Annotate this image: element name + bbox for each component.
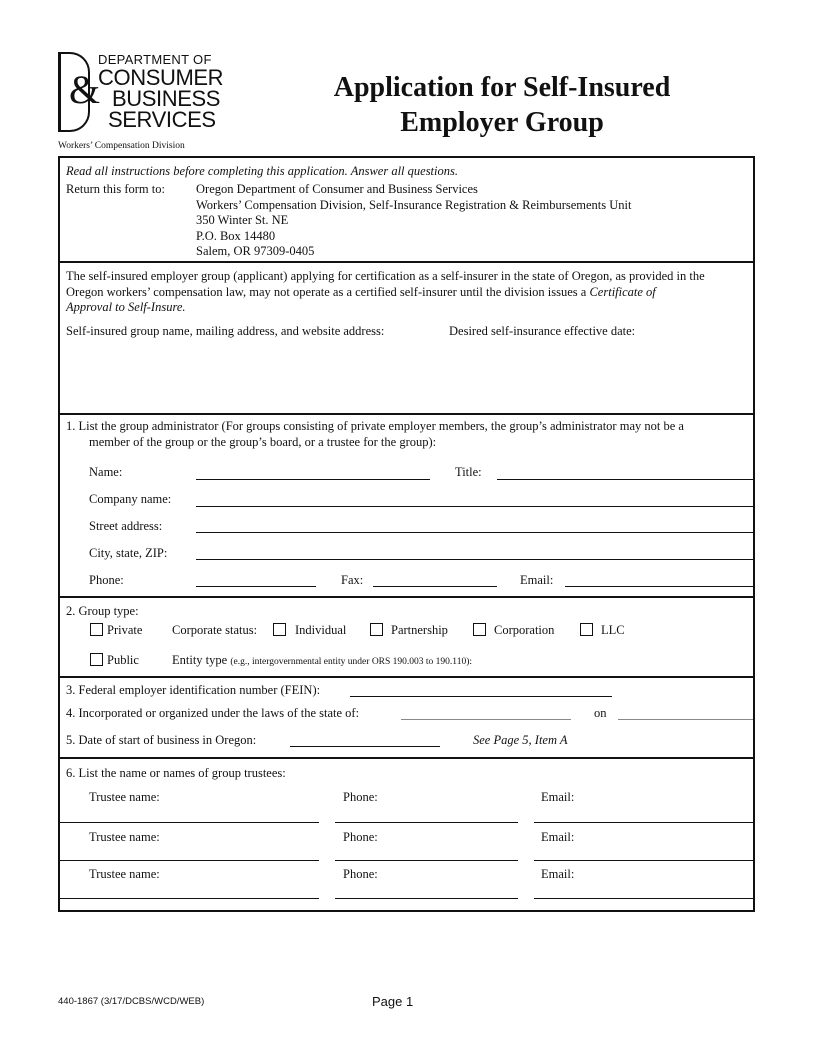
address-line-4: P.O. Box 14480 xyxy=(196,229,276,243)
trustee-2-phone-label: Phone: xyxy=(343,830,378,844)
private-checkbox[interactable] xyxy=(90,623,103,636)
start-date-field[interactable] xyxy=(290,746,440,747)
trustee-1-name-label: Trustee name: xyxy=(89,790,160,804)
group-name-label: Self-insured group name, mailing address, and website address: xyxy=(66,324,385,338)
corporate-status-label: Corporate status: xyxy=(172,623,258,637)
title-line-2: Employer Group xyxy=(400,107,604,138)
company-name-field[interactable] xyxy=(196,506,753,507)
address-line-2: Workers’ Compensation Division, Self-Insurance Registration & Reimbursements Unit xyxy=(196,198,632,212)
agency-logo xyxy=(58,52,222,136)
trustee-3-email-label: Email: xyxy=(541,867,575,881)
trustee-2-phone-field[interactable] xyxy=(335,860,518,861)
incorporated-on-label: on xyxy=(594,706,607,720)
logo-line-4: SERVICES xyxy=(108,107,216,132)
trustee-3-email-field[interactable] xyxy=(534,898,754,899)
group-type-label: 2. Group type: xyxy=(66,604,139,618)
trustee-1-phone-label: Phone: xyxy=(343,790,378,804)
trustee-1-phone-field[interactable] xyxy=(335,822,518,823)
return-label: Return this form to: xyxy=(66,182,165,196)
trustee-3-phone-field[interactable] xyxy=(335,898,518,899)
incorporated-state-label: 4. Incorporated or organized under the laws of the state of: xyxy=(66,706,360,720)
page-number: Page 1 xyxy=(372,994,414,1009)
partnership-checkbox[interactable] xyxy=(370,623,383,636)
incorporated-state-field[interactable] xyxy=(401,719,571,720)
division-name: Workers’ Compensation Division xyxy=(58,141,185,151)
trustee-3-name-field[interactable] xyxy=(59,898,319,899)
incorporated-date-field[interactable] xyxy=(618,719,753,720)
admin-fax-label: Fax: xyxy=(341,573,364,587)
public-checkbox[interactable] xyxy=(90,653,103,666)
trustee-3-phone-label: Phone: xyxy=(343,867,378,881)
street-address-field[interactable] xyxy=(196,532,753,533)
admin-fax-field[interactable] xyxy=(373,586,497,587)
section-divider xyxy=(58,757,755,759)
instructions-note: Read all instructions before completing this application. Answer all questions. xyxy=(66,164,458,178)
city-state-zip-field[interactable] xyxy=(196,559,753,560)
fein-label: 3. Federal employer identification number (FEIN): xyxy=(66,683,321,697)
admin-title-field[interactable] xyxy=(497,479,753,480)
admin-phone-label: Phone: xyxy=(89,573,124,587)
q1-text-line-2: member of the group or the group’s board, or a trustee for the group): xyxy=(89,435,437,449)
title-line-1: Application for Self-Insured xyxy=(333,72,671,103)
entity-type-note: (e.g., intergovernmental entity under ORS 190.003 to 190.110): xyxy=(230,657,473,667)
logo-line-3: BUSINESS xyxy=(112,86,221,111)
address-line-3: 350 Winter St. NE xyxy=(196,213,289,227)
see-page-note: See Page 5, Item A xyxy=(473,733,568,747)
intro-line-3: Approval to Self-Insure. xyxy=(66,300,186,314)
trustee-1-email-field[interactable] xyxy=(534,822,754,823)
trustee-2-email-label: Email: xyxy=(541,830,575,844)
section-divider xyxy=(58,413,755,415)
form-number: 440-1867 (3/17/DCBS/WCD/WEB) xyxy=(58,996,205,1007)
fein-field[interactable] xyxy=(350,696,612,697)
trustees-label: 6. List the name or names of group trustees: xyxy=(66,766,286,780)
intro-line-2: Oregon workers’ compensation law, may not operate as a certified self-insurer until the division issues a Certificate of xyxy=(66,285,656,299)
public-label: Public xyxy=(107,653,139,667)
partnership-label: Partnership xyxy=(391,623,448,637)
admin-title-label: Title: xyxy=(455,465,482,479)
entity-type-label: Entity type (e.g., intergovernmental entity under ORS 190.003 to 190.110): xyxy=(172,653,473,667)
company-name-label: Company name: xyxy=(89,492,172,506)
dcbs-monogram-icon: & xyxy=(58,52,98,132)
section-divider xyxy=(58,596,755,598)
intro-line-1: The self-insured employer group (applicant) applying for certification as a self-insurer in the state of Oregon, as provided in the xyxy=(66,269,705,283)
trustee-3-name-label: Trustee name: xyxy=(89,867,160,881)
logo-line-2: CONSUMER xyxy=(98,65,224,90)
llc-checkbox[interactable] xyxy=(580,623,593,636)
logo-line-1: DEPARTMENT OF xyxy=(98,52,212,67)
corporation-label: Corporation xyxy=(494,623,555,637)
trustee-2-name-field[interactable] xyxy=(59,860,319,861)
trustee-2-name-label: Trustee name: xyxy=(89,830,160,844)
trustee-2-email-field[interactable] xyxy=(534,860,754,861)
admin-name-label: Name: xyxy=(89,465,123,479)
effective-date-label: Desired self-insurance effective date: xyxy=(449,324,636,338)
private-label: Private xyxy=(107,623,143,637)
trustee-1-name-field[interactable] xyxy=(59,822,319,823)
page-title xyxy=(300,70,704,140)
q1-text-line-1: 1. List the group administrator (For groups consisting of private employer members, the group’s administrator may not be a xyxy=(66,419,684,433)
individual-checkbox[interactable] xyxy=(273,623,286,636)
admin-phone-field[interactable] xyxy=(196,586,316,587)
street-address-label: Street address: xyxy=(89,519,163,533)
start-date-label: 5. Date of start of business in Oregon: xyxy=(66,733,257,747)
city-state-zip-label: City, state, ZIP: xyxy=(89,546,168,560)
trustee-1-email-label: Email: xyxy=(541,790,575,804)
llc-label: LLC xyxy=(601,623,625,637)
individual-label: Individual xyxy=(295,623,347,637)
section-divider xyxy=(58,261,755,263)
address-line-5: Salem, OR 97309-0405 xyxy=(196,244,315,258)
admin-email-label: Email: xyxy=(520,573,554,587)
admin-name-field[interactable] xyxy=(196,479,430,480)
corporation-checkbox[interactable] xyxy=(473,623,486,636)
admin-email-field[interactable] xyxy=(565,586,753,587)
section-divider xyxy=(58,676,755,678)
address-line-1: Oregon Department of Consumer and Business Services xyxy=(196,182,478,196)
